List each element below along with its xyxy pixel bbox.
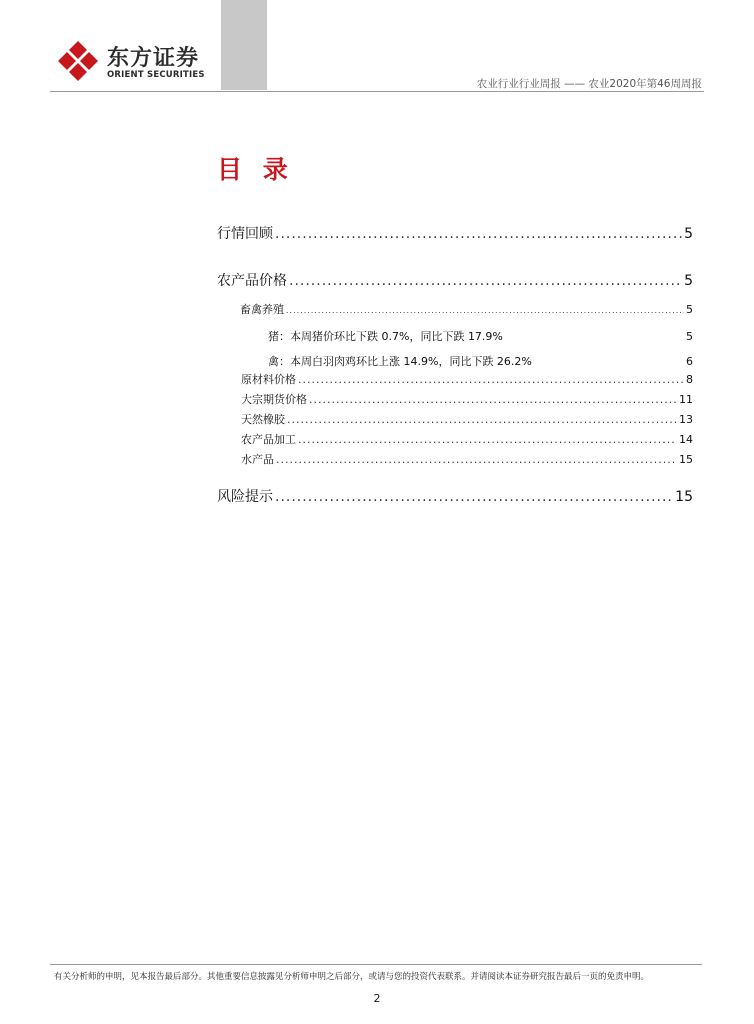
toc-entry-page: 8: [686, 373, 693, 386]
toc-entry-label: 行情回顾: [217, 226, 273, 242]
toc-entry-risk[interactable]: [217, 486, 693, 506]
toc-entry-label: 水产品: [241, 453, 274, 466]
toc-entry-pig[interactable]: [268, 328, 693, 344]
toc-leader-dots: [275, 489, 673, 505]
header-gray-block: [221, 0, 267, 90]
toc-leader-dots: [287, 413, 677, 426]
header-divider: [50, 91, 704, 92]
toc-entry-label: 天然橡胶: [241, 413, 285, 426]
toc-entry-label: 禽：本周白羽肉鸡环比上涨 14.9%，同比下跌 26.2%: [268, 355, 532, 368]
toc-entry-label: 农产品加工: [241, 433, 296, 446]
toc-entry-label: 大宗期货价格: [241, 393, 307, 406]
toc-entry-label: 畜禽养殖: [240, 303, 284, 316]
toc-leader-dots: [275, 226, 682, 242]
toc-entry-market-review[interactable]: [217, 223, 693, 243]
toc-entry-page: 5: [684, 226, 693, 242]
toc-entry-agri-prices[interactable]: [217, 270, 693, 290]
toc-entry-page: 15: [675, 489, 693, 505]
toc-entry-page: 15: [679, 453, 693, 466]
orient-logo-icon: [57, 40, 99, 82]
toc-title: 目 录: [217, 155, 294, 184]
toc-entry-label: 原材料价格: [241, 373, 296, 386]
toc-entry-raw-materials[interactable]: [241, 371, 693, 387]
toc-entry-page: 11: [679, 393, 693, 406]
toc-entry-aquatic[interactable]: [241, 451, 693, 467]
toc-entry-label: 风险提示: [217, 489, 273, 505]
logo-chinese-name: 东方证券: [107, 46, 200, 71]
toc-entry-futures[interactable]: [241, 391, 693, 407]
toc-leader-dots: [298, 373, 684, 386]
footer-disclaimer: 有关分析师的申明，见本报告最后部分。其他重要信息披露见分析师申明之后部分，或请与您的投资代表联系。并请阅读本证券研究报告最后一页的免责申明。: [54, 972, 650, 982]
toc-entry-processing[interactable]: [241, 431, 693, 447]
toc-entry-rubber[interactable]: [241, 411, 693, 427]
page-number: 2: [373, 992, 381, 1005]
report-subtitle: 农业行业行业周报 —— 农业2020年第46周周报: [476, 78, 702, 90]
footer-divider: [50, 964, 702, 965]
toc-entry-page: 13: [679, 413, 693, 426]
company-logo: [57, 40, 217, 86]
toc-entry-page: 5: [686, 330, 693, 343]
toc-leader-dots: [286, 303, 684, 316]
toc-entry-page: 14: [679, 433, 693, 446]
toc-entry-label: 猪：本周猪价环比下跌 0.7%，同比下跌 17.9%: [268, 330, 503, 343]
logo-english-name: ORIENT SECURITIES: [107, 70, 205, 80]
toc-entry-label: 农产品价格: [217, 273, 287, 289]
toc-entry-page: 5: [686, 303, 693, 316]
toc-leader-dots: [276, 453, 677, 466]
toc-entry-livestock[interactable]: [240, 301, 693, 317]
toc-entry-page: 5: [684, 273, 693, 289]
toc-entry-poultry[interactable]: [268, 353, 693, 369]
toc-entry-page: 6: [686, 355, 693, 368]
toc-leader-dots: [298, 433, 677, 446]
toc-leader-dots: [289, 273, 682, 289]
toc-leader-dots: [309, 393, 677, 406]
